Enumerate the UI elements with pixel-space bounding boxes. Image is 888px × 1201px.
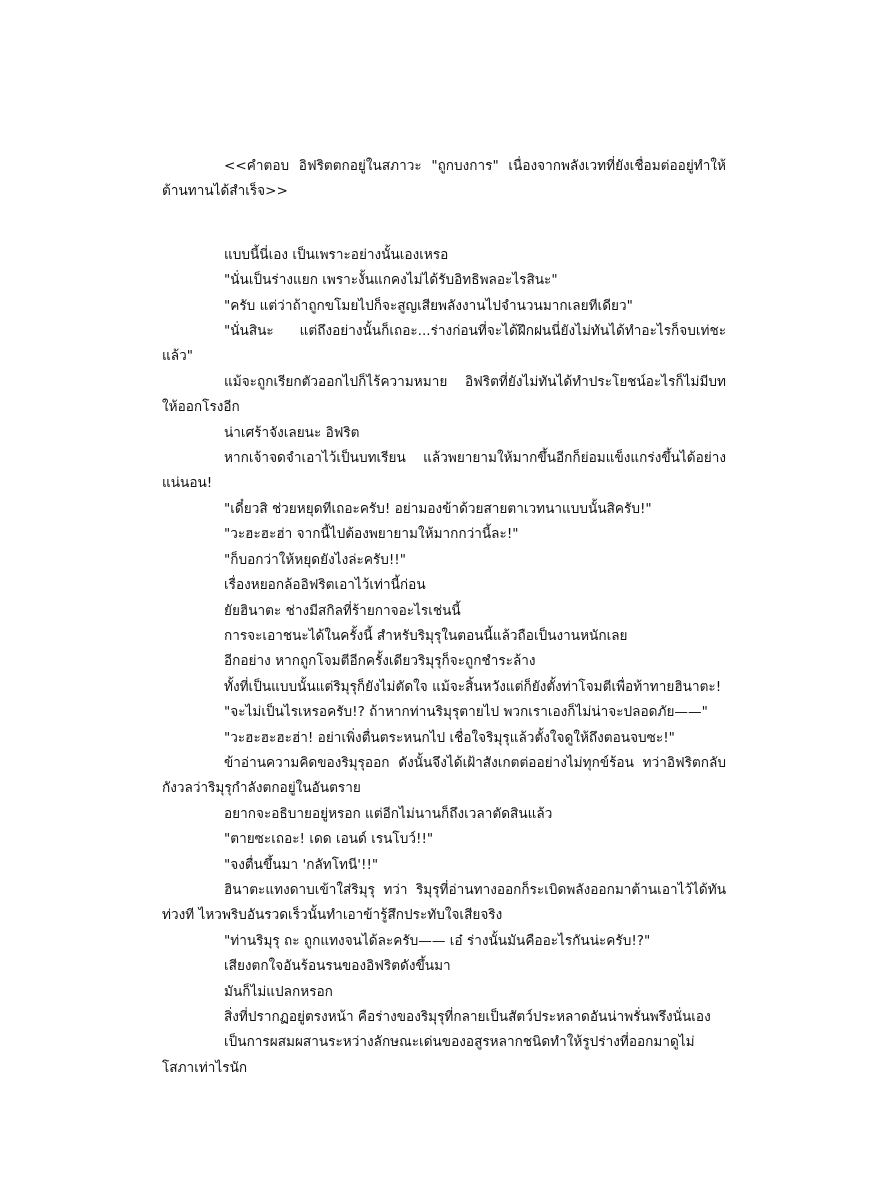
paragraph: แม้จะถูกเรียกตัวออกไปก็ไร้ความหมาย อิฟริตที่ยังไม่ทันได้ทำประโยชน์อะไรก็ไม่มีบทให้ออกโรงอีก <box>162 373 726 416</box>
paragraph: เรื่องหยอกล้ออิฟริตเอาไว้เท่านี้ก่อน <box>224 577 426 594</box>
paragraph: "วะฮะฮะฮะฮ่า! อย่าเพิ่งตื่นตระหนกไป เชื่อใจริมุรุแล้วตั้งใจดูให้ถึงตอนจบซะ!" <box>224 729 675 746</box>
paragraph: มันก็ไม่แปลกหรอก <box>224 983 333 1000</box>
paragraph: "นั่นเป็นร่างแยก เพราะงั้นแกคงไม่ได้รับอิทธิพลอะไรสินะ" <box>224 272 558 289</box>
paragraph: สิ่งที่ปรากฏอยู่ตรงหน้า คือร่างของริมุรุที่กลายเป็นสัตว์ประหลาดอันน่าพรั่นพรึงนั่นเอง <box>224 1009 711 1025</box>
paragraph: "จงตื่นขึ้นมา 'กลัทโทนี'!!" <box>224 856 379 873</box>
paragraph: อยากจะอธิบายอยู่หรอก แต่อีกไม่นานก็ถึงเวลาตัดสินแล้ว <box>224 805 553 822</box>
paragraph: "นั่นสินะ แต่ถึงอย่างนั้นก็เถอะ...ร่างก่อนที่จะได้ฝึกฝนนี่ยังไม่ทันได้ทำอะไรก็จบเท่ชะแล้ว" <box>162 323 726 365</box>
paragraph: แบบนี้นี่เอง เป็นเพราะอย่างนั้นเองเหรอ <box>224 246 449 263</box>
paragraph: ฮินาตะแทงดาบเข้าใส่ริมุรุ ทว่า ริมุรุที่อ่านทางออกก็ระเบิดพลังออกมาต้านเอาไว้ได้ทันท่วงที ไหวพริบอันรวดเร็วนั้นทำเอาข้ารู้สึกประทับใจเสียจริง <box>162 881 726 924</box>
paragraph: ยัยฮินาตะ ช่างมีสกิลที่ร้ายกาจอะไรเช่นนี้ <box>224 602 461 619</box>
paragraph: "ก็บอกว่าให้หยุดยังไงล่ะครับ!!" <box>224 551 407 568</box>
paragraph: ข้าอ่านความคิดของริมุรุออก ดังนั้นจึงได้เฝ้าสังเกตต่ออย่างไม่ทุกข์ร้อน ทว่าอิฟริตกลับกังวลว่าริมุรุกำลังตกอยู่ในอันตราย <box>162 754 726 797</box>
paragraph: "ตายซะเถอะ! เดด เอนด์ เรนโบว์!!" <box>224 831 434 848</box>
paragraph: น่าเศร้าจังเลยนะ อิฟริต <box>224 424 360 441</box>
paragraph-gap <box>162 205 726 243</box>
paragraph: การจะเอาชนะได้ในครั้งนี้ สำหรับริมุรุในตอนนี้แล้วถือเป็นงานหนักเลย <box>224 627 628 644</box>
paragraph: อีกอย่าง หากถูกโจมตีอีกครั้งเดียวริมุรุก็จะถูกชำระล้าง <box>224 653 536 670</box>
paragraph: เสียงตกใจอันร้อนรนของอิฟริตดังขึ้นมา <box>224 958 451 975</box>
paragraph: <<คำตอบ อิฟริตตกอยู่ในสภาวะ "ถูกบงการ" เนื่องจากพลังเวทที่ยังเชื่อมต่ออยู่ทำให้ต้านทานได้สำเร็จ>> <box>162 158 726 200</box>
paragraph: ทั้งที่เป็นแบบนั้นแต่ริมุรุก็ยังไม่ตัดใจ แม้จะสิ้นหวังแต่ก็ยังตั้งท่าโจมตีเพื่อท้าทายฮินาตะ! <box>224 678 722 695</box>
document-body <box>162 154 726 1081</box>
paragraph: "ท่านริมุรุ ถะ ถูกแทงจนได้ละครับ—— เอ๋ ร่างนั้นมันคืออะไรกันน่ะครับ!?" <box>224 932 651 949</box>
paragraph: หากเจ้าจดจำเอาไว้เป็นบทเรียน แล้วพยายามให้มากขึ้นอีกก็ย่อมแข็งแกร่งขึ้นได้อย่างแน่นอน! <box>162 450 726 492</box>
paragraph: "วะฮะฮะฮ่า จากนี้ไปต้องพยายามให้มากกว่านี้ละ!" <box>224 526 519 543</box>
paragraph: "เดี๋ยวสิ ช่วยหยุดทีเถอะครับ! อย่ามองข้าด้วยสายตาเวทนาแบบนั้นสิครับ!" <box>224 500 652 517</box>
paragraph: เป็นการผสมผสานระหว่างลักษณะเด่นของอสูรหลากชนิดทำให้รูปร่างที่ออกมาดูไม่โสภาเท่าไรนัก <box>162 1034 695 1076</box>
paragraph: "ครับ แต่ว่าถ้าถูกขโมยไปก็จะสูญเสียพลังงานไปจำนวนมากเลยทีเดียว" <box>224 297 633 314</box>
paragraph: "จะไม่เป็นไรเหรอครับ!? ถ้าหากท่านริมุรุตายไป พวกเราเองก็ไม่น่าจะปลอดภัย——" <box>224 704 708 721</box>
